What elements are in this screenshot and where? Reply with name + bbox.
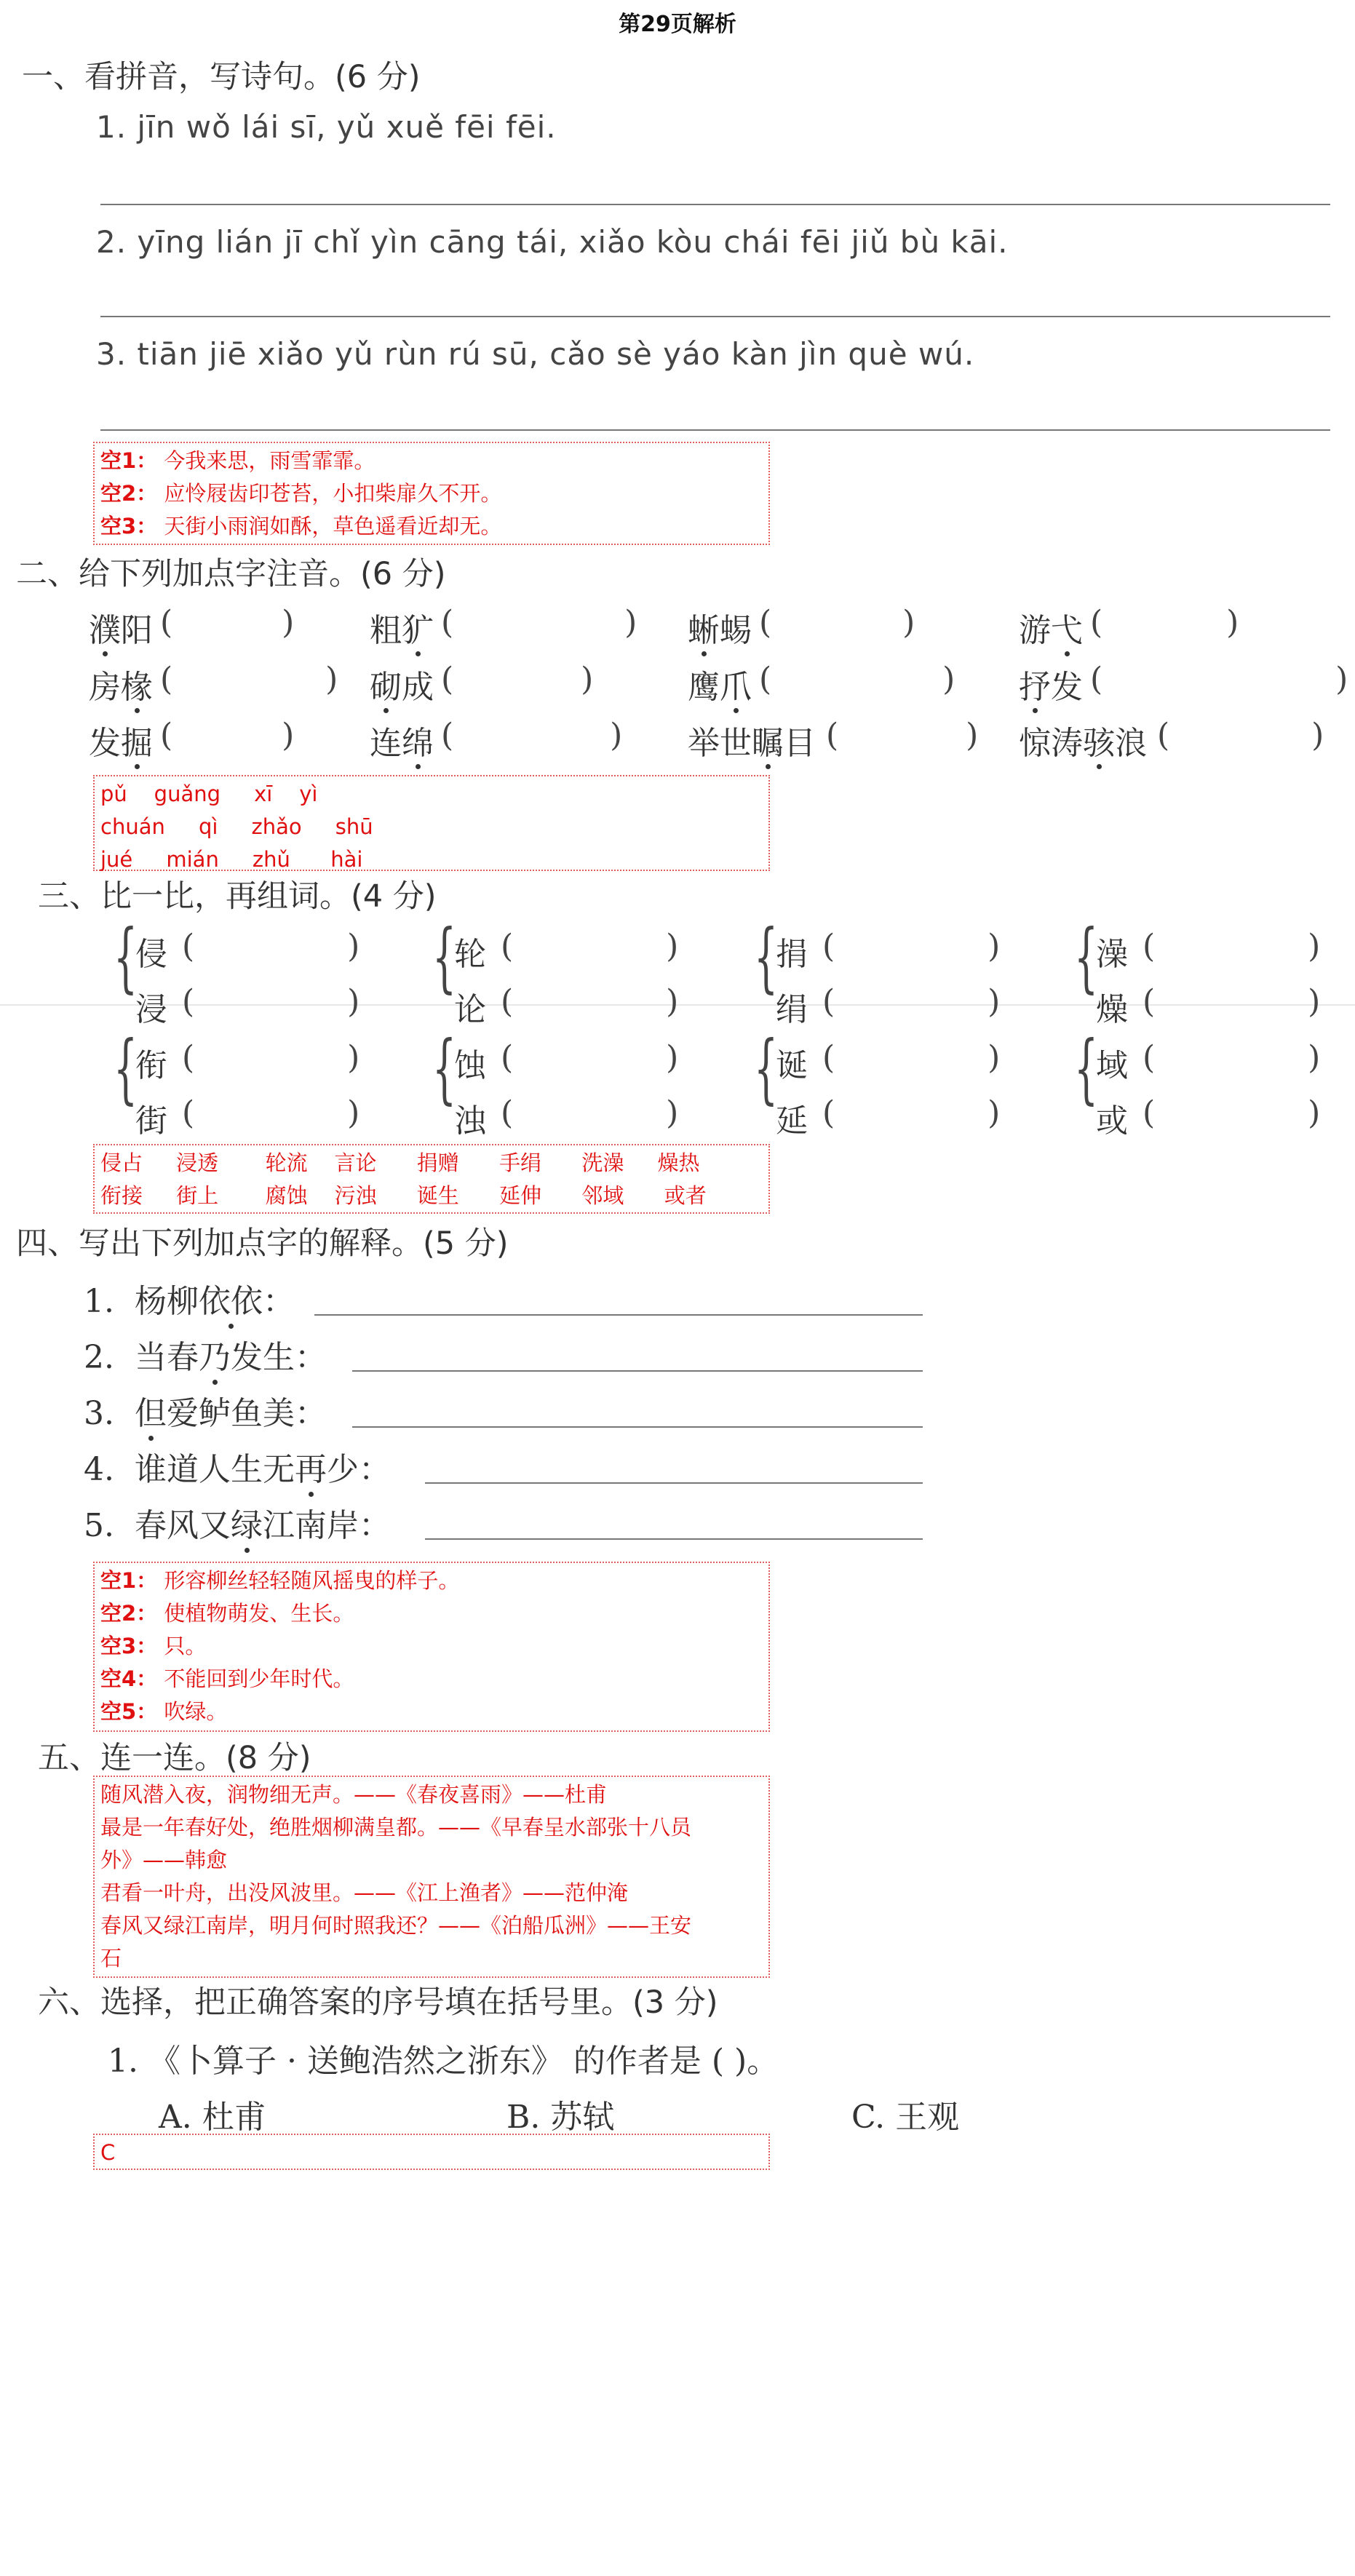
blank-parens[interactable]: ( )	[1143, 983, 1321, 1020]
character: 浸	[135, 991, 167, 1028]
section-2-header: 二、给下列加点字注音。(6 分)	[16, 556, 446, 592]
explanation-item: 2. 当春乃发生：	[84, 1339, 327, 1376]
word-item: 砌成	[370, 669, 434, 706]
blank-parens[interactable]: ( )	[1143, 1039, 1321, 1076]
word-item: 濮阳	[89, 612, 153, 649]
character: 衔	[135, 1047, 167, 1084]
blank-parens[interactable]: ( )	[822, 983, 1001, 1020]
blank-parens[interactable]: ( )	[826, 717, 979, 754]
answer-line: 随风潜入夜，润物细无声。——《春夜喜雨》——杜甫	[100, 1782, 608, 1807]
blank-parens[interactable]: ( )	[822, 1094, 1001, 1132]
answer-line	[100, 204, 1330, 205]
blank-parens[interactable]: ( )	[759, 661, 955, 698]
character: 侵	[135, 936, 167, 973]
answer-line[interactable]	[425, 1538, 923, 1540]
pinyin-line-1: 1. jīn wǒ lái sī, yǔ xuě fēi fēi.	[96, 109, 557, 145]
option-a[interactable]: A. 杜甫	[159, 2099, 266, 2136]
answer-line: 侵占 浸透 轮流 言论 捐赠 手绢 洗澡 燥热	[100, 1150, 700, 1175]
character: 绢	[776, 991, 808, 1028]
pinyin-line-2: 2. yīng lián jī chǐ yìn cāng tái, xiǎo kòu chái fēi jiǔ bù kāi.	[96, 224, 1009, 260]
character: 蚀	[454, 1047, 486, 1084]
section-4-header: 四、写出下列加点字的解释。(5 分)	[16, 1225, 509, 1262]
explanation-item: 3. 但爱鲈鱼美：	[84, 1395, 327, 1432]
answer-line: 最是一年春好处，绝胜烟柳满皇都。——《早春呈水部张十八员	[100, 1815, 692, 1840]
answer-box-3	[93, 1144, 770, 1214]
brace: {	[432, 913, 457, 1001]
blank-parens[interactable]: ( )	[441, 604, 637, 641]
blank-parens[interactable]: ( )	[501, 1094, 679, 1132]
word-item: 游弋	[1019, 612, 1083, 649]
blank-parens[interactable]: ( )	[759, 604, 915, 641]
answer-line: pǔ guǎng xī yì	[100, 782, 318, 806]
option-c[interactable]: C. 王观	[851, 2099, 960, 2136]
character: 论	[454, 991, 486, 1028]
character: 捐	[776, 936, 808, 973]
word-item: 连绵	[370, 725, 434, 762]
blank-parens[interactable]: ( )	[1143, 928, 1321, 965]
section-5-header: 五、连一连。(8 分)	[38, 1740, 311, 1776]
word-item: 鹰爪	[688, 669, 752, 706]
blank-parens[interactable]: ( )	[1157, 717, 1324, 754]
blank-parens[interactable]: ( )	[822, 1039, 1001, 1076]
blank-parens[interactable]: ( )	[441, 661, 594, 698]
answer-line	[100, 316, 1330, 317]
blank-parens[interactable]: ( )	[160, 661, 338, 698]
answer-line	[100, 429, 1330, 431]
option-b[interactable]: B. 苏轼	[506, 2099, 615, 2136]
word-item: 惊涛骇浪	[1019, 725, 1147, 762]
blank-parens[interactable]: ( )	[182, 928, 360, 965]
brace: {	[754, 913, 779, 1001]
blank-parens[interactable]: ( )	[160, 604, 295, 641]
answer-line[interactable]	[352, 1426, 923, 1428]
character: 域	[1096, 1047, 1128, 1084]
answer-line: 君看一叶舟，出没风波里。——《江上渔者》——范仲淹	[100, 1880, 629, 1905]
blank-parens[interactable]: ( )	[182, 1094, 360, 1132]
answer-box-6	[93, 2134, 770, 2170]
blank-parens[interactable]: ( )	[1090, 604, 1239, 641]
answer-line: 春风又绿江南岸，明月何时照我还？——《泊船瓜洲》——王安	[100, 1913, 692, 1938]
brace: {	[754, 1024, 779, 1113]
blank-parens[interactable]: ( )	[160, 717, 295, 754]
section-1-header: 一、看拼音，写诗句。(6 分)	[22, 59, 421, 95]
answer-line: jué mián zhǔ hài	[100, 847, 363, 872]
word-item: 发掘	[89, 725, 153, 762]
brace: {	[1074, 913, 1099, 1001]
answer-line[interactable]	[352, 1370, 923, 1372]
explanation-item: 5. 春风又绿江南岸：	[84, 1507, 391, 1544]
answer-box-1: 空1： 今我来思，雨雪霏霏。 空2： 应怜屐齿印苍苔，小扣柴扉久不开。 空3： 天街小雨润如酥，草色遥看近却无。	[93, 442, 770, 545]
character: 诞	[776, 1047, 808, 1084]
answer-line[interactable]	[425, 1482, 923, 1484]
answer-box-5	[93, 1776, 770, 1978]
character: 燥	[1096, 991, 1128, 1028]
blank-parens[interactable]: ( )	[1143, 1094, 1321, 1132]
blank-parens[interactable]: ( )	[441, 717, 623, 754]
answer-line: 衔接 街上 腐蚀 污浊 诞生 延伸 邻域 或者	[100, 1183, 707, 1208]
answer-box-2	[93, 775, 770, 871]
blank-parens[interactable]: ( )	[182, 1039, 360, 1076]
answer-line[interactable]	[314, 1314, 923, 1316]
explanation-item: 1. 杨柳依依：	[84, 1283, 295, 1320]
brace: {	[114, 1024, 138, 1113]
blank-parens[interactable]: ( )	[822, 928, 1001, 965]
word-item: 房椽	[89, 669, 153, 706]
character: 街	[135, 1102, 167, 1140]
brace: {	[1074, 1024, 1099, 1113]
brace: {	[114, 913, 138, 1001]
blank-parens[interactable]: ( )	[501, 1039, 679, 1076]
word-item: 抒发	[1019, 669, 1083, 706]
section-3-header: 三、比一比，再组词。(4 分)	[38, 878, 437, 915]
blank-parens[interactable]: ( )	[501, 983, 679, 1020]
word-item: 举世瞩目	[688, 725, 816, 762]
character: 或	[1096, 1102, 1128, 1140]
answer-line: 外》——韩愈	[100, 1848, 228, 1872]
character: 浊	[454, 1102, 486, 1140]
character: 延	[776, 1102, 808, 1140]
explanation-item: 4. 谁道人生无再少：	[84, 1451, 391, 1488]
word-item: 蜥蜴	[688, 612, 752, 649]
blank-parens[interactable]: ( )	[1090, 661, 1348, 698]
answer-line: 石	[100, 1946, 122, 1971]
word-item: 粗犷	[370, 612, 434, 649]
choice-question: 1. 《卜算子 · 送鲍浩然之浙东》 的作者是 ( )。	[108, 2043, 779, 2080]
blank-parens[interactable]: ( )	[501, 928, 679, 965]
section-6-header: 六、选择，把正确答案的序号填在括号里。(3 分)	[38, 1984, 718, 2021]
answer-box-4: 空1： 形容柳丝轻轻随风摇曳的样子。 空2： 使植物萌发、生长。 空3： 只。 空4： 不能回到少年时代。 空5： 吹绿。	[93, 1562, 770, 1732]
brace: {	[432, 1024, 457, 1113]
page-title: 第29页解析	[619, 12, 736, 37]
character: 轮	[454, 936, 486, 973]
answer-line: chuán qì zhǎo shū	[100, 814, 373, 839]
answer-text: C	[100, 2140, 116, 2165]
pinyin-line-3: 3. tiān jiē xiǎo yǔ rùn rú sū, cǎo sè yáo kàn jìn què wú.	[96, 336, 975, 372]
character: 澡	[1096, 936, 1128, 973]
blank-parens[interactable]: ( )	[182, 983, 360, 1020]
